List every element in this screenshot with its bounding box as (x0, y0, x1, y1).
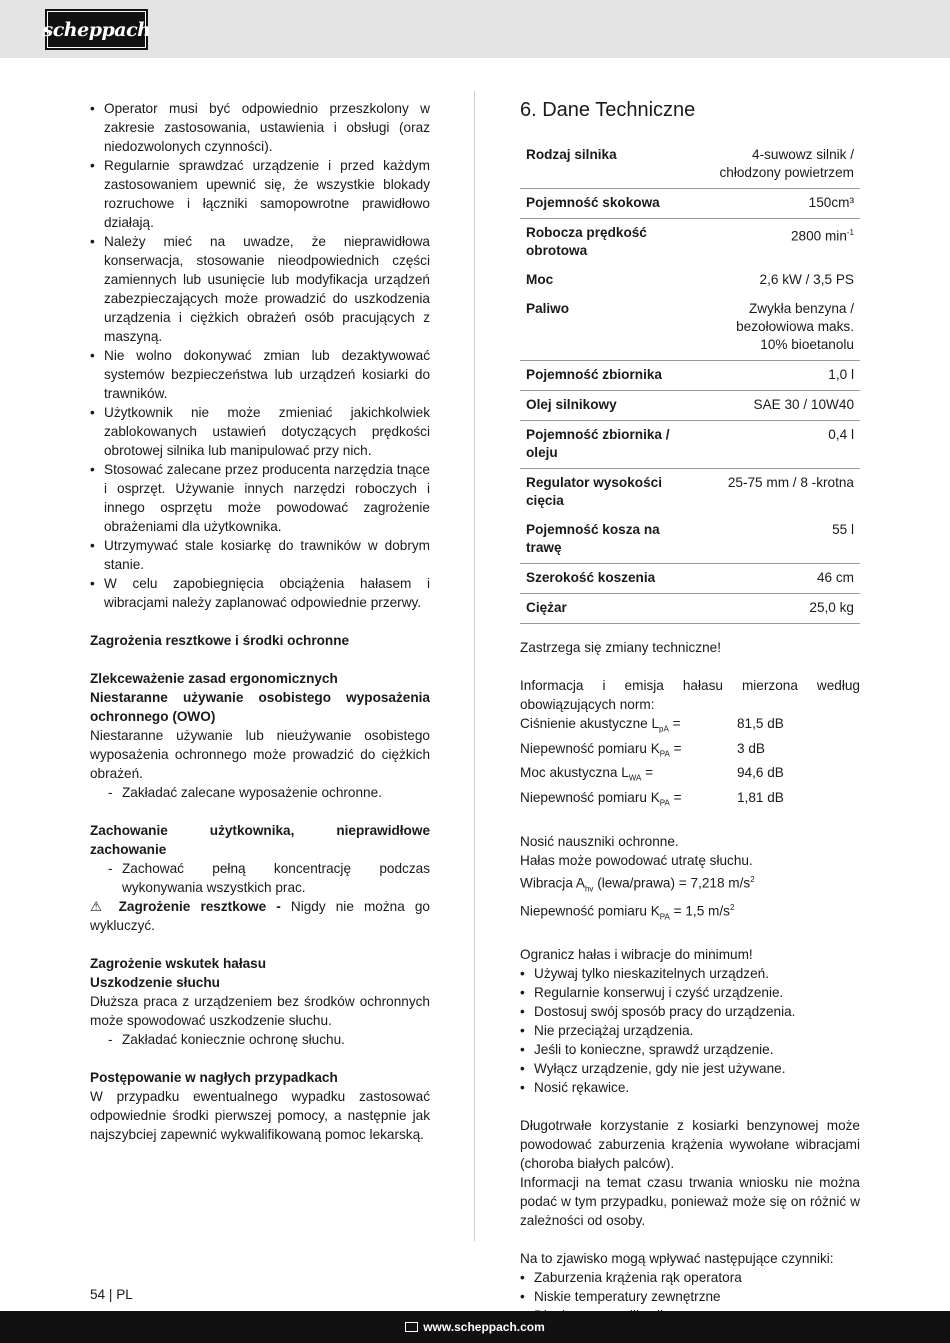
spec-row (520, 266, 860, 295)
hearing-loss-note: Hałas może powodować utratę słuchu. (520, 852, 753, 868)
spec-row (520, 219, 860, 267)
spec-label: Rodzaj silnika (526, 147, 617, 162)
section-title: 6. Dane Techniczne (520, 99, 696, 121)
residual-risk-line: ⚠ Zagrożenie resztkowe - Nigdy nie można go wykluczyć. (90, 899, 430, 933)
emergency-heading: Postępowanie w nagłych przypadkach (90, 1070, 338, 1085)
spec-value: Zwykła benzyna / bezołowiowa maks. 10% bioetanolu (736, 301, 854, 352)
spec-row (520, 421, 860, 469)
measurement-row: Ciśnienie akustyczne $L_{pA}$ = 81,5 dB (520, 714, 860, 739)
long-use-text: Długotrwałe korzystanie z kosiarki benzynowej może powodować zaburzenia krążenia wywołane wibracjami (choroba białych palców). (520, 1118, 860, 1172)
limit-bullet-list (520, 964, 860, 1097)
spec-label: Robocza prędkość obrotowa (526, 225, 647, 258)
spec-label: Regulator wysokości cięcia (526, 475, 662, 508)
limit-bullet: • Regularnie konserwuj i czyść urządzenie. (520, 983, 860, 1002)
hearing-heading: Uszkodzenie słuchu (90, 975, 220, 990)
header-bar (0, 0, 950, 58)
spec-row (520, 361, 860, 391)
safety-bullet: • Regularnie sprawdzać urządzenie i przed każdym zastosowaniem upewnić się, że wszystkie blokady rozruchowe i łączniki samopowrotne prawidłowo działają. (90, 156, 430, 232)
spec-label: Pojemność zbiornika / oleju (526, 427, 670, 460)
column-divider (474, 91, 475, 1241)
limit-bullet: • Nosić rękawice. (520, 1078, 860, 1097)
spec-row (520, 295, 860, 361)
vibration-value: Wibracja $A_{hv}$ (lewa/prawa) = 7,218 $m/s^2$ (520, 874, 755, 894)
spec-row (520, 516, 860, 564)
safety-bullet-list (90, 99, 430, 612)
ear-protection-note: Nosić nauszniki ochronne. (520, 833, 679, 849)
spec-row (520, 189, 860, 219)
limit-bullet: • Nie przeciążaj urządzenia. (520, 1021, 860, 1040)
duration-info-text: Informacji na temat czasu trwania wniosku nie można podać w tym przypadku, ponieważ może się on różnić w zależności od osoby. (520, 1175, 860, 1229)
limit-bullet: • Dostosuj swój sposób pracy do urządzenia. (520, 1002, 860, 1021)
spec-value: 0,4 l (828, 427, 854, 442)
spec-label: Szerokość koszenia (526, 570, 656, 585)
limit-bullet: • Jeśli to konieczne, sprawdź urządzenie. (520, 1040, 860, 1059)
limit-bullet: • Używaj tylko nieskazitelnych urządzeń. (520, 964, 860, 983)
ppe-text: Niestaranne używanie lub nieużywanie osobistego wyposażenia ochronnego może prowadzić do ciężkich obrażeń. (90, 728, 430, 781)
behaviour-dash-item: - Zachować pełną koncentrację podczas wykonywania wszystkich prac. (90, 859, 430, 897)
limit-intro: Ogranicz hałas i wibracje do minimum! (520, 947, 753, 963)
reserve-note: Zastrzega się zmiany techniczne! (520, 640, 721, 655)
noise-intro: Informacja i emisja hałasu mierzona według obowiązujących norm: (520, 678, 860, 712)
spec-row (520, 391, 860, 421)
ppe-dash-item: - Zakładać zalecane wyposażenie ochronne. (90, 783, 430, 802)
spec-value: 25-75 mm / 8 -krotna (727, 475, 854, 490)
spec-label: Paliwo (526, 301, 570, 316)
brand-logo: scheppach (45, 9, 148, 50)
residual-heading: Zagrożenia resztkowe i środki ochronne (90, 633, 350, 648)
safety-bullet: • Utrzymywać stale kosiarkę do trawników w dobrym stanie. (90, 536, 430, 574)
measurement-value: 1,81 dB (737, 790, 784, 806)
right-column (520, 99, 860, 1325)
measurement-value: 94,6 dB (737, 765, 784, 781)
footer-bar (0, 1311, 950, 1343)
spec-label: Pojemność skokowa (526, 195, 660, 210)
safety-bullet: • Użytkownik nie może zmieniać jakichkolwiek zablokowanych ustawień dotyczących prędkości obrotowej silnika lub manipulować przy nich. (90, 403, 430, 460)
ergo-heading: Zlekceważenie zasad ergonomicznych (90, 671, 338, 686)
emergency-text: W przypadku ewentualnego wypadku zastosować odpowiednie środki pierwszej pomocy, a następnie jak najszybciej zapewnić wykwalifikowaną pomoc lekarską. (90, 1089, 430, 1142)
safety-bullet: • Należy mieć na uwadze, że nieprawidłowa konserwacja, stosowanie nieodpowiednich części zamiennych lub usunięcie lub modyfikacja urządzeń zabezpieczających może prowadzić do uszkodzenia urządzenia i ciężkich obrażeń osób pracujących z maszyną. (90, 232, 430, 346)
safety-bullet: • Nie wolno dokonywać zmian lub dezaktywować systemów bezpieczeństwa lub urządzeń kosiarki do trawników. (90, 346, 430, 403)
warning-icon: ⚠ (90, 899, 109, 914)
measurement-row: Moc akustyczna $L_{WA}$ = 94,6 dB (520, 763, 860, 788)
measurement-value: 3 dB (737, 740, 765, 756)
spec-row (520, 594, 860, 624)
noise-measurements (520, 714, 860, 813)
noise-heading: Zagrożenie wskutek hałasu (90, 956, 267, 971)
spec-value: 1,0 l (828, 367, 854, 382)
spec-label: Pojemność zbiornika (526, 367, 662, 382)
safety-bullet: • Operator musi być odpowiednio przeszkolony w zakresie zastosowania, ustawienia i obsługi (oraz niedozwolonych czynności). (90, 99, 430, 156)
factor-bullet: • Niskie temperatury zewnętrzne (520, 1287, 860, 1306)
vibration-uncertainty: Niepewność pomiaru $K_{PA} = 1,5$ $m/s^2$ (520, 903, 735, 922)
spec-value: 150cm³ (808, 195, 854, 210)
spec-value: 25,0 kg (809, 600, 854, 615)
spec-table (520, 141, 860, 624)
spec-value: 46 cm (816, 570, 854, 585)
measurement-row: Niepewność pomiaru $K_{PA}$ = 1,81 dB (520, 788, 860, 813)
noise-text: Dłuższa praca z urządzeniem bez środków ochronnych może spowodować uszkodzenie słuchu. (90, 994, 430, 1028)
factors-intro: Na to zjawisko mogą wpływać następujące czynniki: (520, 1251, 834, 1267)
measurement-row: Niepewność pomiaru $K_{PA}$ = 3 dB (520, 739, 860, 764)
ppe-heading: Niestaranne używanie osobistego wyposażenia ochronnego (OWO) (90, 690, 430, 724)
spec-row (520, 564, 860, 594)
spec-value: 4-suwowz silnik / chłodzony powietrzem (719, 147, 854, 180)
spec-value: 2800 $\min^{-1}$ (790, 228, 854, 244)
page-number: 54 | PL (90, 1287, 133, 1302)
monitor-icon (405, 1322, 418, 1332)
safety-bullet: • W celu zapobiegnięcia obciążenia hałasem i wibracjami należy zaplanować odpowiednie przerwy. (90, 574, 430, 612)
spec-label: Ciężar (526, 600, 567, 615)
website-link[interactable]: www.scheppach.com (423, 1320, 545, 1334)
spec-value: 2,6 kW / 3,5 PS (759, 272, 854, 287)
safety-bullet: • Stosować zalecane przez producenta narzędzia tnące i osprzęt. Używanie innych narzędzi roboczych i innego osprzętu może powodować zagrożenie obrażeniami dla użytkownika. (90, 460, 430, 536)
hearing-dash-item: - Zakładać koniecznie ochronę słuchu. (90, 1030, 430, 1049)
spec-label: Olej silnikowy (526, 397, 617, 412)
spec-value: 55 l (832, 522, 854, 537)
spec-label: Moc (526, 272, 554, 287)
spec-row (520, 469, 860, 517)
measurement-value: 81,5 dB (737, 716, 784, 731)
left-column (90, 99, 430, 1144)
factor-bullet: • Zaburzenia krążenia rąk operatora (520, 1268, 860, 1287)
spec-row (520, 141, 860, 189)
spec-label: Pojemność kosza na trawę (526, 522, 660, 555)
limit-bullet: • Wyłącz urządzenie, gdy nie jest używane. (520, 1059, 860, 1078)
behaviour-heading: Zachowanie użytkownika, nieprawidłowe zachowanie (90, 823, 430, 857)
spec-value: SAE 30 / 10W40 (753, 397, 854, 412)
